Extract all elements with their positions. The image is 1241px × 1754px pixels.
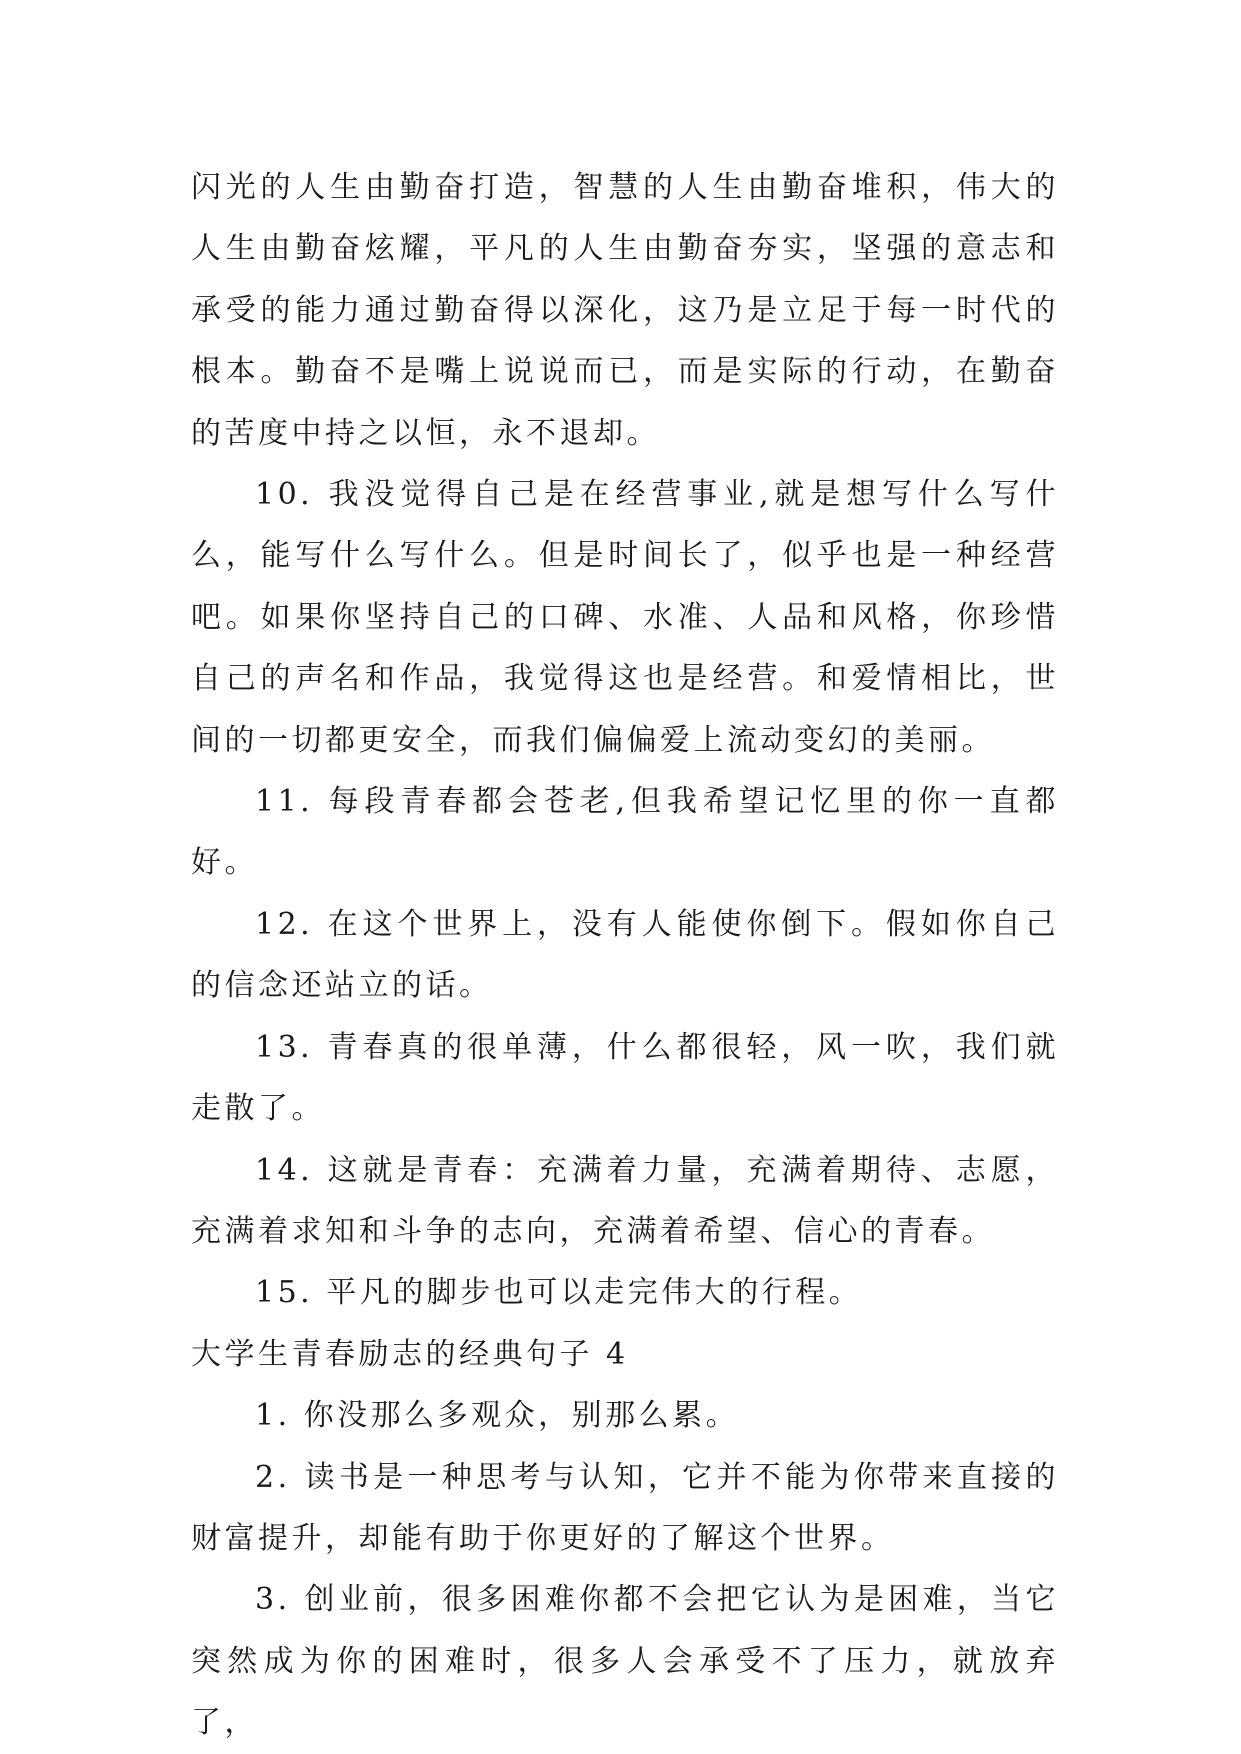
paragraph-item-14: 14. 这就是青春：充满着力量，充满着期待、志愿，充满着求知和斗争的志向，充满着希望、信心的青春。 <box>191 1152 1059 1249</box>
paragraph-item-15: 15. 平凡的脚步也可以走完伟大的行程。 <box>255 1275 863 1311</box>
paragraph-item-10: 10. 我没觉得自己是在经营事业,就是想写什么写什么，能写什么写什么。但是时间长了，似乎也是一种经营吧。如果你坚持自己的口碑、水准、人品和风格，你珍惜自己的声名和作品，我觉得这也是经营。和爱情相比，世间的一切都更安全，而我们偏偏爱上流动变幻的美丽。 <box>191 477 1059 758</box>
paragraph-item-1: 1. 你没那么多观众，别那么累。 <box>255 1398 740 1434</box>
paragraph-diligence: 闪光的人生由勤奋打造，智慧的人生由勤奋堆积，伟大的人生由勤奋炫耀，平凡的人生由勤奋夯实，坚强的意志和承受的能力通过勤奋得以深化，这乃是立足于每一时代的根本。勤奋不是嘴上说说而已，而是实际的行动，在勤奋的苦度中持之以恒，永不退却。 <box>191 170 1059 451</box>
paragraph-item-12: 12. 在这个世界上，没有人能使你倒下。假如你自己的信念还站立的话。 <box>191 906 1059 1004</box>
paragraph-item-11: 11. 每段青春都会苍老,但我希望记忆里的你一直都好。 <box>191 784 1059 881</box>
paragraph-item-3: 3. 创业前，很多困难你都不会把它认为是困难，当它突然成为你的困难时，很多人会承受不了压力，就放弃了， <box>191 1582 1059 1741</box>
document-body <box>191 157 1059 1754</box>
paragraph-item-2: 2. 读书是一种思考与认知，它并不能为你带来直接的财富提升，却能有助于你更好的了解这个世界。 <box>191 1459 1059 1556</box>
section-heading: 大学生青春励志的经典句子 4 <box>191 1336 629 1372</box>
paragraph-item-13: 13. 青春真的很单薄，什么都很轻，风一吹，我们就走散了。 <box>191 1029 1059 1127</box>
